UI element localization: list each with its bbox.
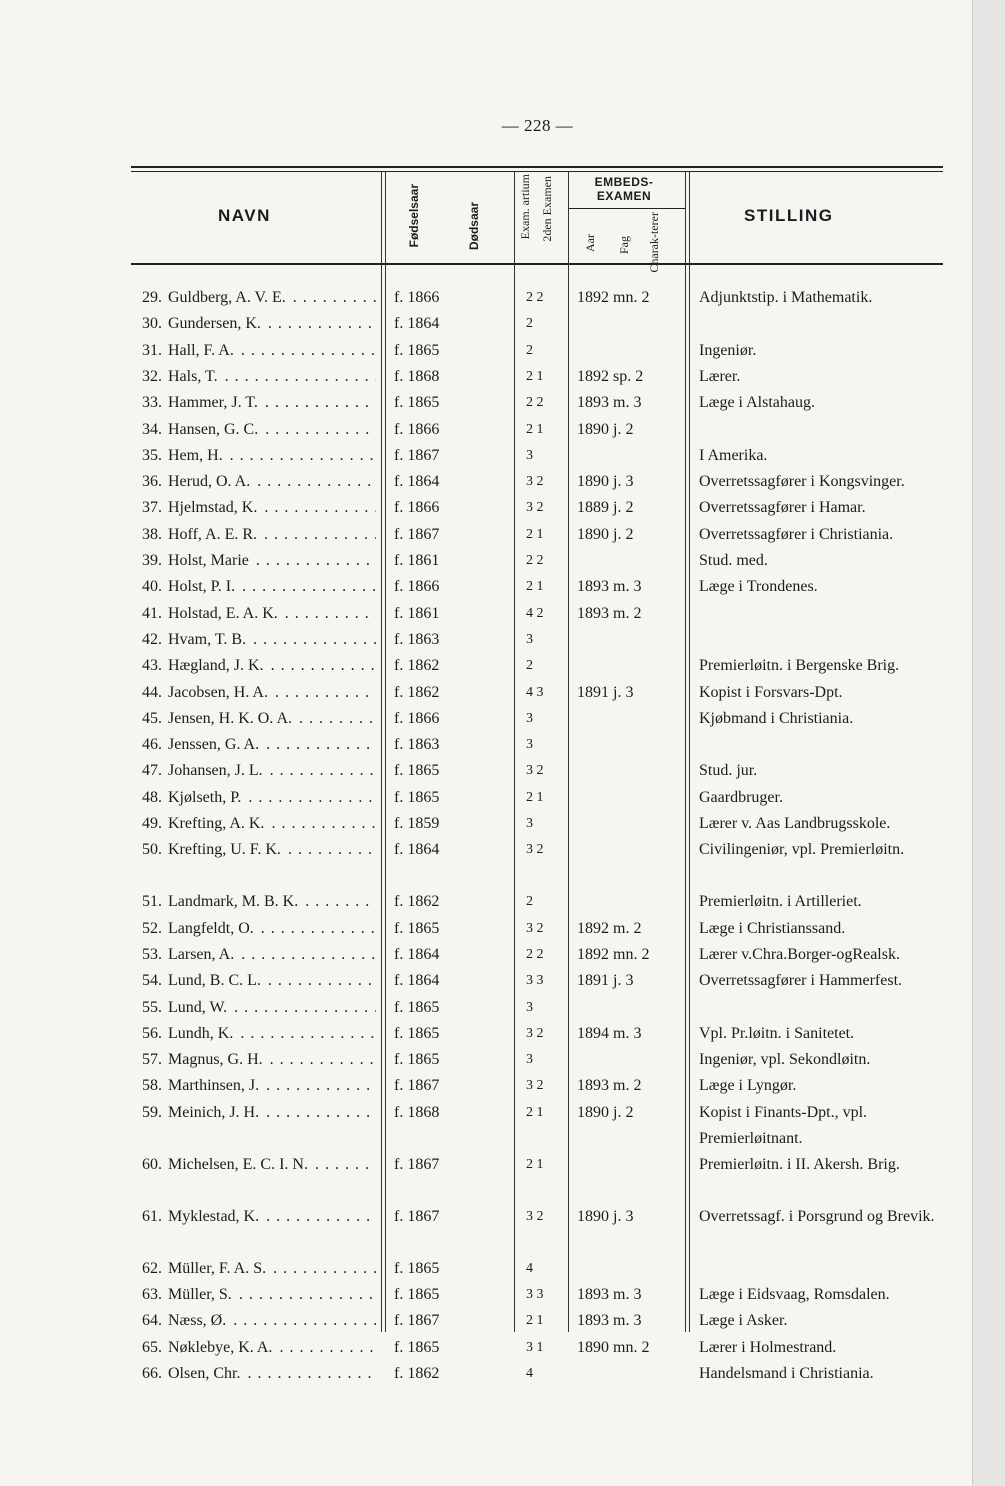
exam-grades: 3 3 — [526, 1287, 544, 1302]
stilling-text: Overretssagfører i Kongsvinger. — [699, 473, 905, 491]
person-name-text: Holstad, E. A. K. — [168, 605, 281, 622]
exam-grades: 3 — [526, 631, 533, 647]
table-row — [0, 1361, 972, 1387]
person-name — [168, 417, 376, 443]
stilling-text: Ingeniør, vpl. Sekondløitn. — [699, 1051, 871, 1069]
stilling-text: Overretssagf. i Porsgrund og Brevik. — [699, 1207, 935, 1225]
header-fodselsaar: Fødselsaar — [407, 184, 421, 248]
stilling-text: Kopist i Finants-Dpt., vpl. Premierløitnant. — [699, 1103, 868, 1147]
row-number: 51. — [142, 893, 162, 911]
birth-year: f. 1864 — [394, 945, 440, 963]
exam-grades: 3 — [526, 1052, 533, 1068]
row-number: 53. — [142, 945, 162, 963]
table-row — [0, 758, 972, 784]
birth-year: f. 1862 — [394, 657, 440, 675]
header-navn: NAVN — [218, 206, 271, 225]
table-row — [0, 785, 972, 811]
table-row — [0, 653, 972, 679]
person-name — [168, 1021, 376, 1047]
birth-year: f. 1861 — [394, 604, 440, 622]
person-name-text: Hægland, J. K. — [168, 657, 267, 674]
person-name-text: Michelsen, E. C. I. N. — [168, 1156, 311, 1173]
row-number: 29. — [142, 289, 162, 306]
stilling-text: Stud. med. — [699, 552, 768, 569]
person-name-text: Nøklebye, K. A. — [168, 1339, 275, 1356]
exam-grades: 4 3 — [526, 684, 544, 700]
stilling-text: Overretssagfører i Hammerfest. — [699, 972, 903, 990]
exam-grades: 3 — [526, 999, 533, 1015]
row-number: 44. — [142, 683, 162, 701]
header-bottom-rule — [131, 263, 943, 265]
embedsexamen-entry: 1893 m. 3 — [577, 1312, 642, 1330]
birth-year: f. 1864 — [394, 315, 440, 333]
row-number: 36. — [142, 473, 162, 491]
row-number: 40. — [142, 578, 162, 596]
person-name — [168, 968, 376, 994]
exam-grades: 3 2 — [526, 1078, 544, 1094]
person-name — [168, 522, 376, 548]
person-name — [168, 942, 376, 968]
person-name-text: Meinich, J. H. — [168, 1104, 262, 1121]
embedsexamen-entry: 1890 j. 3 — [577, 473, 634, 491]
exam-grades: 2 1 — [526, 789, 544, 805]
birth-year: f. 1866 — [394, 709, 440, 727]
table-row — [0, 285, 972, 311]
person-name — [168, 548, 376, 574]
person-name — [168, 1308, 376, 1334]
embedsexamen-entry: 1893 m. 3 — [577, 578, 642, 596]
person-name-text: Hansen, G. C. — [168, 421, 261, 438]
person-name-text: Marthinsen, J. — [168, 1077, 262, 1094]
exam-grades: 2 1 — [526, 368, 544, 384]
embedsexamen-entry: 1890 j. 2 — [577, 420, 634, 438]
birth-year: f. 1867 — [394, 446, 440, 464]
embedsexamen-entry: 1891 j. 3 — [577, 972, 634, 990]
person-name-text: Kjølseth, P. — [168, 789, 244, 806]
row-number: 52. — [142, 919, 162, 937]
row-number: 48. — [142, 788, 162, 806]
embedsexamen-entry: 1893 m. 3 — [577, 1286, 642, 1303]
embedsexamen-entry: 1892 sp. 2 — [577, 367, 644, 385]
table-row — [0, 1073, 972, 1099]
embedsexamen-entry: 1890 j. 3 — [577, 1207, 634, 1225]
header-charakterer: Charak-terer — [647, 212, 661, 273]
stilling-text: Kopist i Forsvars-Dpt. — [699, 683, 843, 701]
table-row — [0, 995, 972, 1021]
birth-year: f. 1868 — [394, 1103, 440, 1121]
exam-grades: 2 1 — [526, 1313, 544, 1329]
person-name — [168, 574, 376, 600]
row-number: 63. — [142, 1286, 162, 1303]
stilling-text: Lærer v. Aas Landbrugsskole. — [699, 815, 891, 832]
table-row — [0, 1256, 972, 1282]
birth-year: f. 1864 — [394, 972, 440, 990]
stilling-text: Premierløitn. i II. Akersh. Brig. — [699, 1155, 900, 1173]
stilling-text: Kjøbmand i Christiania. — [699, 709, 854, 727]
birth-year: f. 1867 — [394, 1312, 440, 1330]
exam-grades: 2 1 — [526, 579, 544, 595]
person-name — [168, 469, 376, 495]
exam-grades: 2 2 — [526, 290, 544, 305]
embedsexamen-entry: 1892 m. 2 — [577, 919, 642, 937]
stilling-text: Læge i Asker. — [699, 1312, 788, 1330]
exam-grades: 3 — [526, 816, 533, 831]
exam-grades: 3 1 — [526, 1339, 544, 1355]
table-row — [0, 338, 972, 364]
stilling-text: Læge i Alstahaug. — [699, 394, 815, 412]
exam-grades: 3 — [526, 710, 533, 726]
person-name — [168, 1256, 376, 1282]
exam-grades: 3 2 — [526, 920, 544, 936]
row-number: 60. — [142, 1155, 162, 1173]
table-row — [0, 1335, 972, 1361]
table-row — [0, 390, 972, 416]
exam-grades: 2 1 — [526, 1156, 544, 1172]
person-name-text: Johansen, J. L. — [168, 762, 266, 779]
stilling-text: Adjunktstip. i Mathematik. — [699, 289, 873, 306]
embeds-rule — [569, 208, 685, 209]
person-name-text: Jacobsen, H. A. — [168, 684, 271, 701]
row-number: 46. — [142, 736, 162, 754]
exam-grades: 3 2 — [526, 1208, 544, 1224]
stilling-text: Civilingeniør, vpl. Premierløitn. — [699, 841, 905, 859]
person-name-text: Hoff, A. E. R. — [168, 526, 260, 543]
row-number: 54. — [142, 972, 162, 990]
birth-year: f. 1867 — [394, 1207, 440, 1225]
row-number: 56. — [142, 1024, 162, 1042]
header-aar: Aar — [583, 234, 597, 252]
header-dodsaar: Dødsaar — [467, 202, 481, 251]
stilling-text: Læge i Eidsvaag, Romsdalen. — [699, 1286, 890, 1303]
row-number: 58. — [142, 1077, 162, 1095]
row-number: 41. — [142, 604, 162, 622]
person-name-text: Larsen, A. — [168, 946, 237, 963]
stilling-text: Vpl. Pr.løitn. i Sanitetet. — [699, 1024, 855, 1042]
person-name-text: Hvam, T. B. — [168, 631, 249, 648]
table-row — [0, 837, 972, 863]
birth-year: f. 1862 — [394, 683, 440, 701]
embedsexamen-entry: 1893 m. 3 — [577, 394, 642, 412]
exam-grades: 3 — [526, 447, 533, 463]
person-name — [168, 758, 376, 784]
table-row — [0, 942, 972, 968]
embedsexamen-entry: 1893 m. 2 — [577, 1077, 642, 1095]
person-name — [168, 495, 376, 521]
table-row — [0, 732, 972, 758]
birth-year: f. 1863 — [394, 736, 440, 754]
header-top-rule — [131, 166, 943, 168]
exam-grades: 2 — [526, 342, 533, 358]
exam-grades: 2 2 — [526, 946, 544, 962]
embedsexamen-entry: 1892 mn. 2 — [577, 289, 650, 306]
birth-year: f. 1865 — [394, 341, 440, 359]
stilling-text: Overretssagfører i Hamar. — [699, 499, 866, 517]
row-number: 64. — [142, 1312, 162, 1330]
table-row — [0, 548, 972, 574]
row-number: 30. — [142, 315, 162, 333]
row-number: 39. — [142, 552, 162, 569]
person-name-text: Myklestad, K. — [168, 1208, 262, 1225]
embedsexamen-entry: 1893 m. 2 — [577, 604, 642, 622]
person-name-text: Jensen, H. K. O. A. — [168, 710, 295, 727]
person-name — [168, 1047, 376, 1073]
person-name — [168, 916, 376, 942]
exam-grades: 3 2 — [526, 474, 544, 490]
person-name-text: Jenssen, G. A. — [168, 736, 262, 753]
exam-grades: 2 2 — [526, 395, 544, 411]
table-row — [0, 443, 972, 469]
birth-year: f. 1859 — [394, 815, 440, 832]
table-row — [0, 574, 972, 600]
birth-year: f. 1867 — [394, 1077, 440, 1095]
person-name — [168, 811, 376, 837]
person-name — [168, 1100, 376, 1126]
birth-year: f. 1866 — [394, 499, 440, 517]
birth-year: f. 1867 — [394, 525, 440, 543]
table-row — [0, 601, 972, 627]
row-number: 62. — [142, 1259, 162, 1277]
person-name — [168, 732, 376, 758]
person-name-text: Gundersen, K. — [168, 315, 264, 332]
exam-grades: 3 2 — [526, 1025, 544, 1041]
page-number: — 228 — — [501, 116, 574, 135]
person-name-text: Landmark, M. B. K. — [168, 893, 301, 910]
exam-grades: 3 2 — [526, 763, 544, 779]
exam-grades: 3 — [526, 737, 533, 753]
embedsexamen-entry: 1890 mn. 2 — [577, 1338, 650, 1356]
row-number: 43. — [142, 657, 162, 675]
birth-year: f. 1865 — [394, 762, 440, 780]
stilling-text: Overretssagfører i Christiania. — [699, 525, 894, 543]
table-row — [0, 1308, 972, 1334]
exam-grades: 2 2 — [526, 553, 544, 568]
person-name — [168, 1361, 376, 1387]
birth-year: f. 1865 — [394, 1259, 440, 1277]
birth-year: f. 1865 — [394, 1051, 440, 1069]
person-name — [168, 338, 376, 364]
person-name-text: Hjelmstad, K. — [168, 499, 260, 516]
row-number: 65. — [142, 1338, 162, 1356]
person-name — [168, 785, 376, 811]
header-2den-examen: 2den Examen — [540, 176, 554, 242]
person-name-text: Müller, S. — [168, 1286, 235, 1303]
exam-grades: 2 1 — [526, 1104, 544, 1120]
exam-grades: 2 1 — [526, 526, 544, 542]
person-name-text: Næss, Ø. — [168, 1312, 229, 1329]
birth-year: f. 1865 — [394, 919, 440, 937]
birth-year: f. 1867 — [394, 1155, 440, 1173]
birth-year: f. 1866 — [394, 578, 440, 596]
table-row — [0, 311, 972, 337]
person-name-text: Lund, W. — [168, 999, 230, 1016]
embedsexamen-entry: 1891 j. 3 — [577, 683, 634, 701]
embedsexamen-entry: 1890 j. 2 — [577, 525, 634, 543]
header-fag: Fag — [617, 236, 631, 254]
row-number: 45. — [142, 709, 162, 727]
row-number: 31. — [142, 341, 162, 359]
person-name-text: Olsen, Chr. — [168, 1365, 243, 1382]
table-row — [0, 811, 972, 837]
birth-year: f. 1863 — [394, 630, 440, 648]
row-number: 49. — [142, 815, 162, 832]
stilling-text: Lærer i Holmestrand. — [699, 1338, 837, 1356]
person-name-text: Holst, Marie — [168, 552, 252, 569]
embedsexamen-entry: 1889 j. 2 — [577, 499, 634, 517]
stilling-text: Læge i Trondenes. — [699, 578, 818, 596]
row-number: 37. — [142, 499, 162, 517]
birth-year: f. 1864 — [394, 473, 440, 491]
exam-grades: 2 — [526, 894, 533, 910]
person-name — [168, 837, 376, 863]
person-name — [168, 601, 376, 627]
stilling-text: Handelsmand i Christiania. — [699, 1364, 874, 1382]
birth-year: f. 1868 — [394, 367, 440, 385]
person-name-text: Guldberg, A. V. E. — [168, 289, 289, 306]
stilling-text: Premierløitn. i Bergenske Brig. — [699, 657, 900, 675]
birth-year: f. 1865 — [394, 998, 440, 1016]
embedsexamen-entry: 1890 j. 2 — [577, 1103, 634, 1121]
table-row — [0, 968, 972, 994]
stilling-text: I Amerika. — [699, 446, 768, 464]
person-name — [168, 680, 376, 706]
stilling-text: Lærer. — [699, 367, 741, 385]
row-number: 55. — [142, 998, 162, 1016]
birth-year: f. 1861 — [394, 552, 440, 569]
person-name-text: Holst, P. I. — [168, 578, 238, 595]
stilling-text: Lærer v.Chra.Borger-ogRealsk. — [699, 945, 900, 963]
person-name-text: Herud, O. A. — [168, 473, 253, 490]
person-name-text: Magnus, G. H. — [168, 1051, 266, 1068]
exam-grades: 4 — [526, 1365, 533, 1381]
header-exam-artium: Exam. artium — [518, 174, 532, 240]
person-name-text: Müller, F. A. S. — [168, 1260, 269, 1277]
row-number: 42. — [142, 630, 162, 648]
table-row — [0, 680, 972, 706]
birth-year: f. 1865 — [394, 394, 440, 412]
table-row — [0, 364, 972, 390]
table-row — [0, 1021, 972, 1047]
exam-grades: 3 3 — [526, 973, 544, 989]
header-embedsexamen: EMBEDS-EXAMEN — [594, 175, 654, 203]
person-name-text: Krefting, A. K. — [168, 815, 267, 832]
row-number: 66. — [142, 1364, 162, 1382]
embedsexamen-entry: 1894 m. 3 — [577, 1024, 642, 1042]
person-name — [168, 1335, 376, 1361]
row-number: 33. — [142, 394, 162, 412]
exam-grades: 4 — [526, 1260, 533, 1276]
table-row — [0, 706, 972, 732]
row-number: 57. — [142, 1051, 162, 1069]
exam-grades: 2 1 — [526, 421, 544, 437]
table-row — [0, 1282, 972, 1308]
header-stilling: STILLING — [744, 206, 834, 225]
header-top-rule-thin — [131, 171, 943, 172]
exam-grades: 3 2 — [526, 842, 544, 858]
person-name — [168, 1282, 376, 1308]
embedsexamen-entry: 1892 mn. 2 — [577, 945, 650, 963]
row-number: 32. — [142, 367, 162, 385]
person-name — [168, 311, 376, 337]
person-name — [168, 995, 376, 1021]
birth-year: f. 1862 — [394, 893, 440, 911]
person-name — [168, 653, 376, 679]
person-name — [168, 1152, 376, 1178]
stilling-text: Premierløitn. i Artilleriet. — [699, 893, 862, 911]
birth-year: f. 1862 — [394, 1364, 440, 1382]
table-row — [0, 916, 972, 942]
row-number: 61. — [142, 1207, 162, 1225]
row-number: 38. — [142, 525, 162, 543]
stilling-text: Læge i Christianssand. — [699, 919, 846, 937]
table-row — [0, 1204, 972, 1230]
table-row — [0, 889, 972, 915]
table-row — [0, 469, 972, 495]
person-name — [168, 1073, 376, 1099]
person-name-text: Lund, B. C. L. — [168, 972, 264, 989]
person-name-text: Hem, H. — [168, 447, 226, 464]
person-name-text: Hall, F. A. — [168, 342, 237, 359]
exam-grades: 3 2 — [526, 500, 544, 516]
person-name — [168, 443, 376, 469]
table-row — [0, 1100, 972, 1147]
person-name — [168, 627, 376, 653]
birth-year: f. 1866 — [394, 420, 440, 438]
person-name — [168, 1204, 376, 1230]
person-name-text: Lundh, K. — [168, 1025, 236, 1042]
person-name — [168, 889, 376, 915]
stilling-text: Stud. jur. — [699, 762, 758, 780]
person-name — [168, 364, 376, 390]
table-row — [0, 1047, 972, 1073]
row-number: 34. — [142, 420, 162, 438]
person-name — [168, 390, 376, 416]
person-name — [168, 285, 376, 311]
exam-grades: 4 2 — [526, 605, 544, 621]
person-name — [168, 706, 376, 732]
exam-grades: 2 — [526, 316, 533, 332]
row-number: 35. — [142, 446, 162, 464]
birth-year: f. 1865 — [394, 1024, 440, 1042]
birth-year: f. 1866 — [394, 289, 440, 306]
table-row — [0, 417, 972, 443]
birth-year: f. 1865 — [394, 1338, 440, 1356]
stilling-text: Gaardbruger. — [699, 788, 783, 806]
exam-grades: 2 — [526, 658, 533, 674]
birth-year: f. 1864 — [394, 841, 440, 859]
row-number: 59. — [142, 1103, 162, 1121]
row-number: 47. — [142, 762, 162, 780]
birth-year: f. 1865 — [394, 1286, 440, 1303]
table-row — [0, 495, 972, 521]
table-row — [0, 1152, 972, 1178]
person-name-text: Krefting, U. F. K. — [168, 841, 284, 858]
birth-year: f. 1865 — [394, 788, 440, 806]
stilling-text: Ingeniør. — [699, 341, 757, 359]
row-number: 50. — [142, 841, 162, 859]
person-name-text: Hammer, J. T. — [168, 394, 261, 411]
table-row — [0, 522, 972, 548]
table-row — [0, 627, 972, 653]
stilling-text: Læge i Lyngør. — [699, 1077, 797, 1095]
person-name-text: Langfeldt, O. — [168, 920, 257, 937]
person-name-text: Hals, T. — [168, 368, 221, 385]
